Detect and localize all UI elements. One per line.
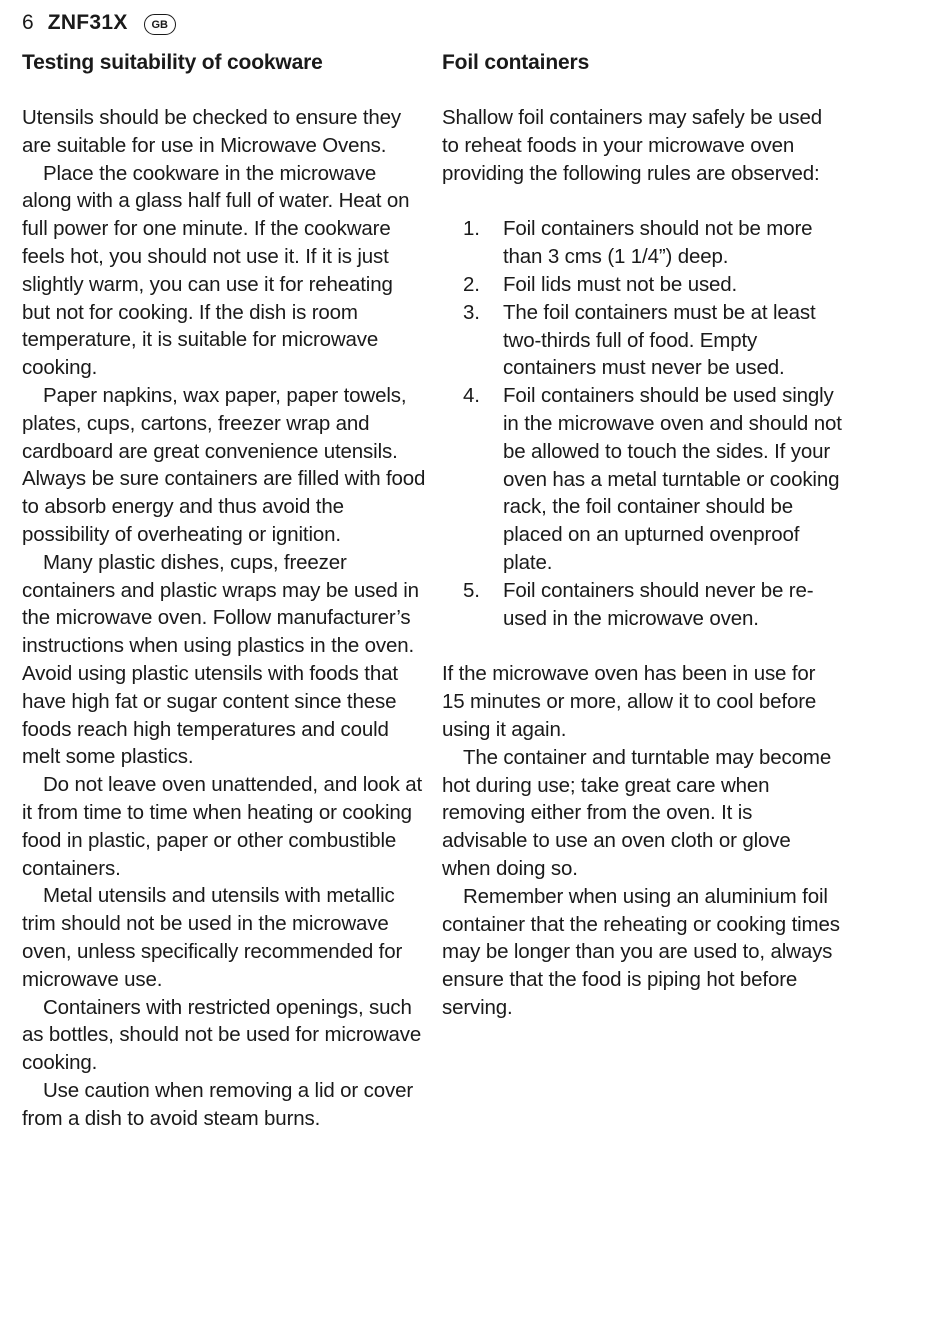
paragraph: Paper napkins, wax paper, paper towels, plates, cups, cartons, freezer wrap and cardboard are great convenience utensils. Always be sure containers are filled with food to absorb energy and thus avoid the possibility of overheating or ignition. [22, 383, 426, 546]
list-item-number: 4. [463, 384, 480, 408]
testing-cookware-body [22, 104, 426, 1132]
list-item [442, 577, 842, 633]
paragraph: Remember when using an aluminium foil container that the reheating or cooking times may be longer than you are used to, always ensure that the food is piping hot before serving. [442, 884, 840, 1019]
page-number: 6 [22, 11, 34, 34]
section-heading-foil-containers: Foil containers [442, 51, 590, 74]
right-column [442, 48, 842, 1022]
list-item-text: Foil containers should be used singly in the microwave oven and should not be allowed to touch the sides. If your oven has a metal turntable or cooking rack, the foil container should be placed on an upturned ovenproof plate. [503, 384, 842, 574]
paragraph: Place the cookware in the microwave along with a glass half full of water. Heat on full power for one minute. If the cookware feels hot, you should not use it. If it is just slightly warm, you can use it for reheating but not for cooking. If the dish is room temperature, it is suitable for microwave cooking. [22, 161, 410, 380]
left-column [22, 48, 426, 1132]
list-item-number: 1. [463, 217, 480, 241]
paragraph: Metal utensils and utensils with metallic trim should not be used in the microwave oven, unless specifically recommended for microwave use. [22, 884, 403, 991]
paragraph: Do not leave oven unattended, and look at it from time to time when heating or cooking food in plastic, paper or other combustible containers. [22, 773, 423, 880]
paragraph: Utensils should be checked to ensure they are suitable for use in Microwave Ovens. [22, 106, 402, 157]
model-name: ZNF31X [47, 11, 128, 34]
paragraph: The container and turntable may become hot during use; take great care when removing either from the oven. It is advisable to use an oven cloth or glove when doing so. [442, 745, 832, 880]
paragraph: If the microwave oven has been in use for 15 minutes or more, allow it to cool before using it again. [442, 662, 817, 741]
list-item-text: Foil containers should not be more than 3 cms (1 1/4”) deep. [503, 217, 813, 269]
paragraph: Containers with restricted openings, such as bottles, should not be used for microwave cooking. [22, 995, 422, 1075]
section-heading-testing-cookware: Testing suitability of cookware [22, 51, 323, 74]
paragraph: Use caution when removing a lid or cover from a dish to avoid steam burns. [22, 1078, 414, 1130]
list-item-number: 2. [463, 272, 480, 296]
list-item [442, 215, 842, 271]
list-item [442, 271, 842, 299]
foil-containers-body [442, 104, 842, 1022]
foil-rules-list [442, 215, 842, 632]
page-header [22, 8, 176, 38]
list-item-number: 3. [463, 300, 480, 324]
language-badge: GB [144, 14, 176, 35]
list-item [442, 299, 842, 382]
list-item-text: The foil containers must be at least two-thirds full of food. Empty containers must never be used. [503, 300, 816, 380]
list-item-number: 5. [463, 578, 480, 602]
intro-paragraph: Shallow foil containers may safely be used to reheat foods in your microwave oven providing the following rules are observed: [442, 106, 822, 185]
list-item [442, 382, 842, 577]
list-item-text: Foil containers should never be re-used in the microwave oven. [503, 578, 814, 630]
paragraph: Many plastic dishes, cups, freezer containers and plastic wraps may be used in the microwave oven. Follow manufacturer’s instructions when using plastics in the oven. Avoid using plastic utensils with foods that have high fat or sugar content since these foods reach high temperatures and could melt some plastics. [22, 550, 419, 769]
list-item-text: Foil lids must not be used. [503, 272, 738, 296]
